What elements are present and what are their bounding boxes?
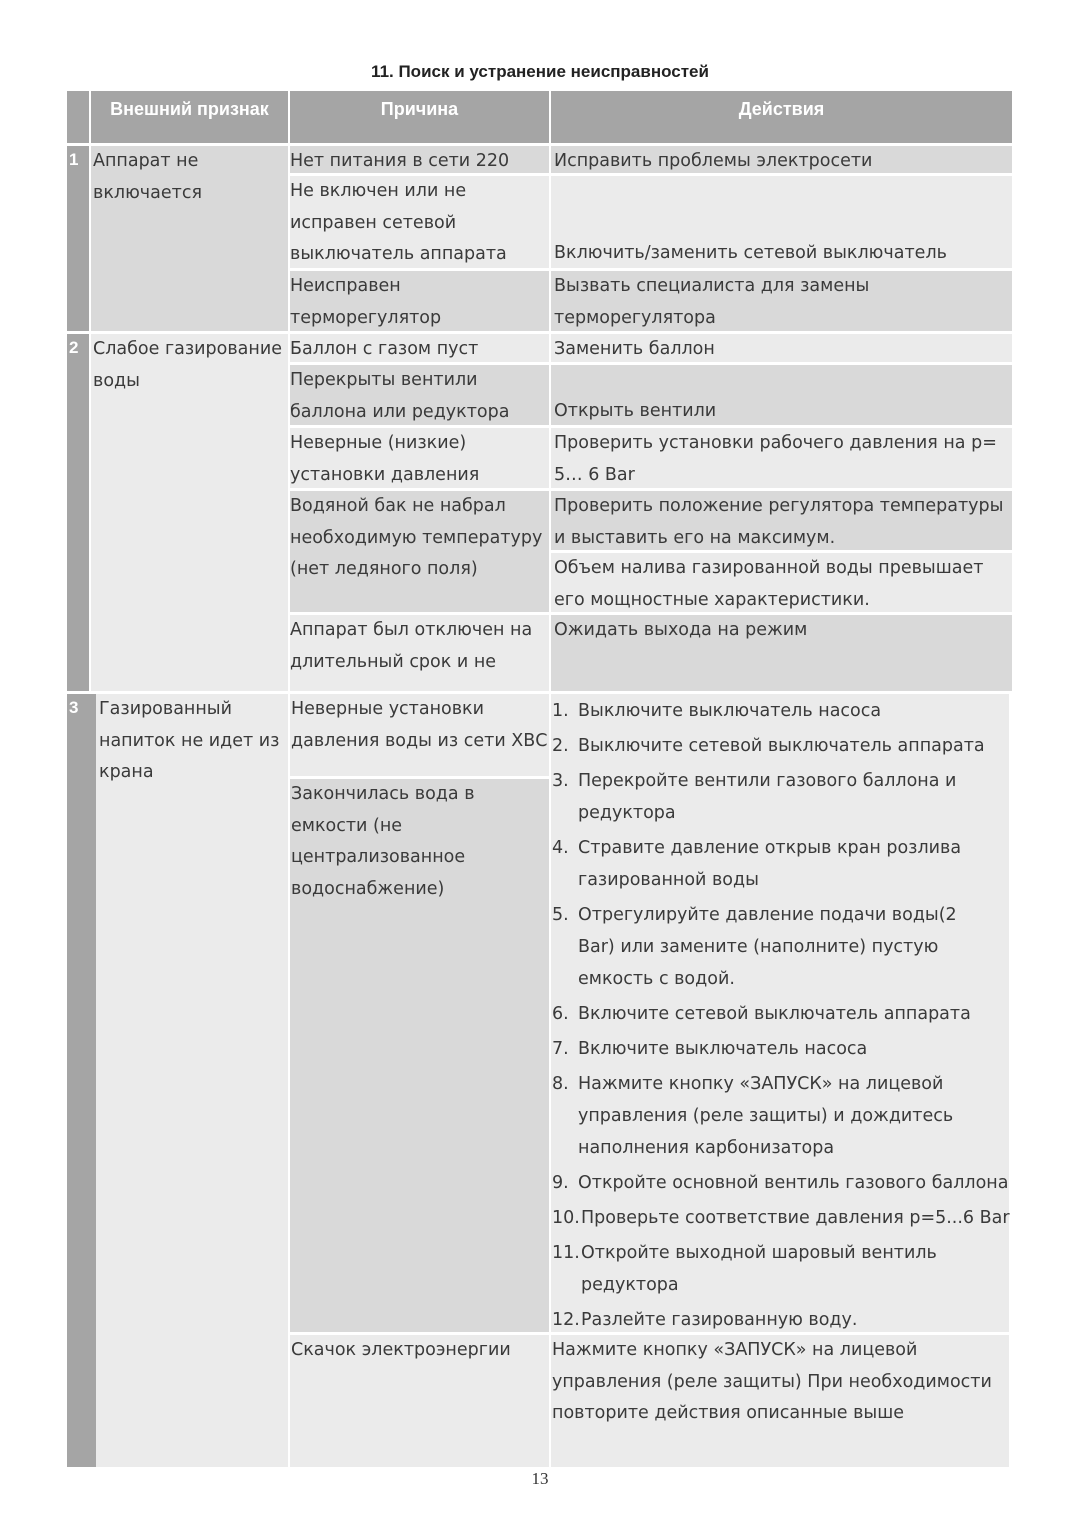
cause-cell: Водяной бак не набрал необходимую температуру (нет ледяного поля): [290, 491, 549, 612]
row-number-edge: [89, 694, 96, 1467]
symptom-cell: Газированный напиток не идет из крана: [96, 694, 288, 1467]
row-number: 1: [67, 146, 89, 331]
cause-cell: Неисправен терморегулятор: [290, 271, 549, 331]
action-cell: Проверить установки рабочего давления на р= 5… 6 Bar: [551, 428, 1012, 488]
step-text: Выключите сетевой выключатель аппарата: [578, 736, 985, 756]
action-cell: Нажмите кнопку «ЗАПУСК» на лицевой управления (реле защиты) При необходимости повторите действия описанные выше: [551, 1335, 1009, 1467]
header-symptom: Внешний признак: [91, 91, 288, 143]
action-cell: Включить/заменить сетевой выключатель: [551, 176, 1012, 268]
step-text: Откройте выходной шаровый вентиль редуктора: [581, 1243, 937, 1295]
step-text: Отрегулируйте давление подачи воды(2 Bar) или замените (наполните) пустую емкость с водой.: [578, 905, 957, 989]
step-text: Выключите выключатель насоса: [578, 701, 882, 721]
action-cell: Исправить проблемы электросети: [551, 146, 1012, 173]
step-number: 2.: [552, 736, 569, 756]
step-text: Разлейте газированную воду.: [581, 1310, 858, 1330]
step-number: 10.: [552, 1208, 580, 1228]
cause-cell: Не включен или не исправен сетевой выключатель аппарата: [290, 176, 549, 268]
steps-list: [551, 694, 1009, 1332]
row-number: 2: [67, 334, 89, 691]
step-number: 9.: [552, 1173, 569, 1193]
cause-cell: Скачок электроэнергии: [290, 1335, 549, 1467]
header-action: Действия: [551, 91, 1012, 143]
step-number: 5.: [552, 905, 569, 925]
symptom-cell: Аппарат не включается: [91, 146, 288, 331]
step-text: Перекройте вентили газового баллона и редуктора: [578, 771, 957, 823]
step-number: 11.: [552, 1243, 580, 1263]
step-text: Включите сетевой выключатель аппарата: [578, 1004, 971, 1024]
step-text: Откройте основной вентиль газового баллона: [578, 1173, 1009, 1193]
row-number: 3: [67, 694, 89, 1467]
symptom-cell: Слабое газирование воды: [91, 334, 288, 691]
cause-cell: Закончилась вода в емкости (не централизованное водоснабжение): [290, 779, 549, 1332]
step-text: Включите выключатель насоса: [578, 1039, 868, 1059]
header-num-cell: [67, 91, 89, 143]
cause-cell: Аппарат был отключен на длительный срок и не: [290, 615, 549, 691]
action-cell: Ожидать выхода на режим: [551, 615, 1012, 691]
action-cell: Проверить положение регулятора температуры и выставить его на максимум.: [551, 491, 1012, 550]
cause-cell: Неверные (низкие) установки давления: [290, 428, 549, 488]
step-text: Стравите давление открыв кран розлива газированной воды: [578, 838, 962, 890]
action-cell: Открыть вентили: [551, 365, 1012, 425]
action-cell: Объем налива газированной воды превышает его мощностные характеристики.: [551, 553, 1012, 612]
action-cell: Вызвать специалиста для замены терморегулятора: [551, 271, 1012, 331]
step-text: Нажмите кнопку «ЗАПУСК» на лицевой управления (реле защиты) и дождитесь наполнения карбонизатора: [578, 1074, 954, 1158]
page-number: 13: [531, 1469, 549, 1488]
cause-cell: Нет питания в сети 220: [290, 146, 549, 173]
cause-cell: Баллон с газом пуст: [290, 334, 549, 362]
step-number: 4.: [552, 838, 569, 858]
action-cell: Заменить баллон: [551, 334, 1012, 362]
step-number: 6.: [552, 1004, 569, 1024]
page-title: 11. Поиск и устранение неисправностей: [371, 62, 709, 81]
step-number: 3.: [552, 771, 569, 791]
step-number: 7.: [552, 1039, 569, 1059]
step-number: 8.: [552, 1074, 569, 1094]
step-number: 1.: [552, 701, 569, 721]
cause-cell: Неверные установки давления воды из сети ХВС: [290, 694, 549, 776]
header-cause: Причина: [290, 91, 549, 143]
step-text: Проверьте соответствие давления р=5...6 Bar: [581, 1208, 1010, 1228]
step-number: 12.: [552, 1310, 580, 1330]
cause-cell: Перекрыты вентили баллона или редуктора: [290, 365, 549, 425]
